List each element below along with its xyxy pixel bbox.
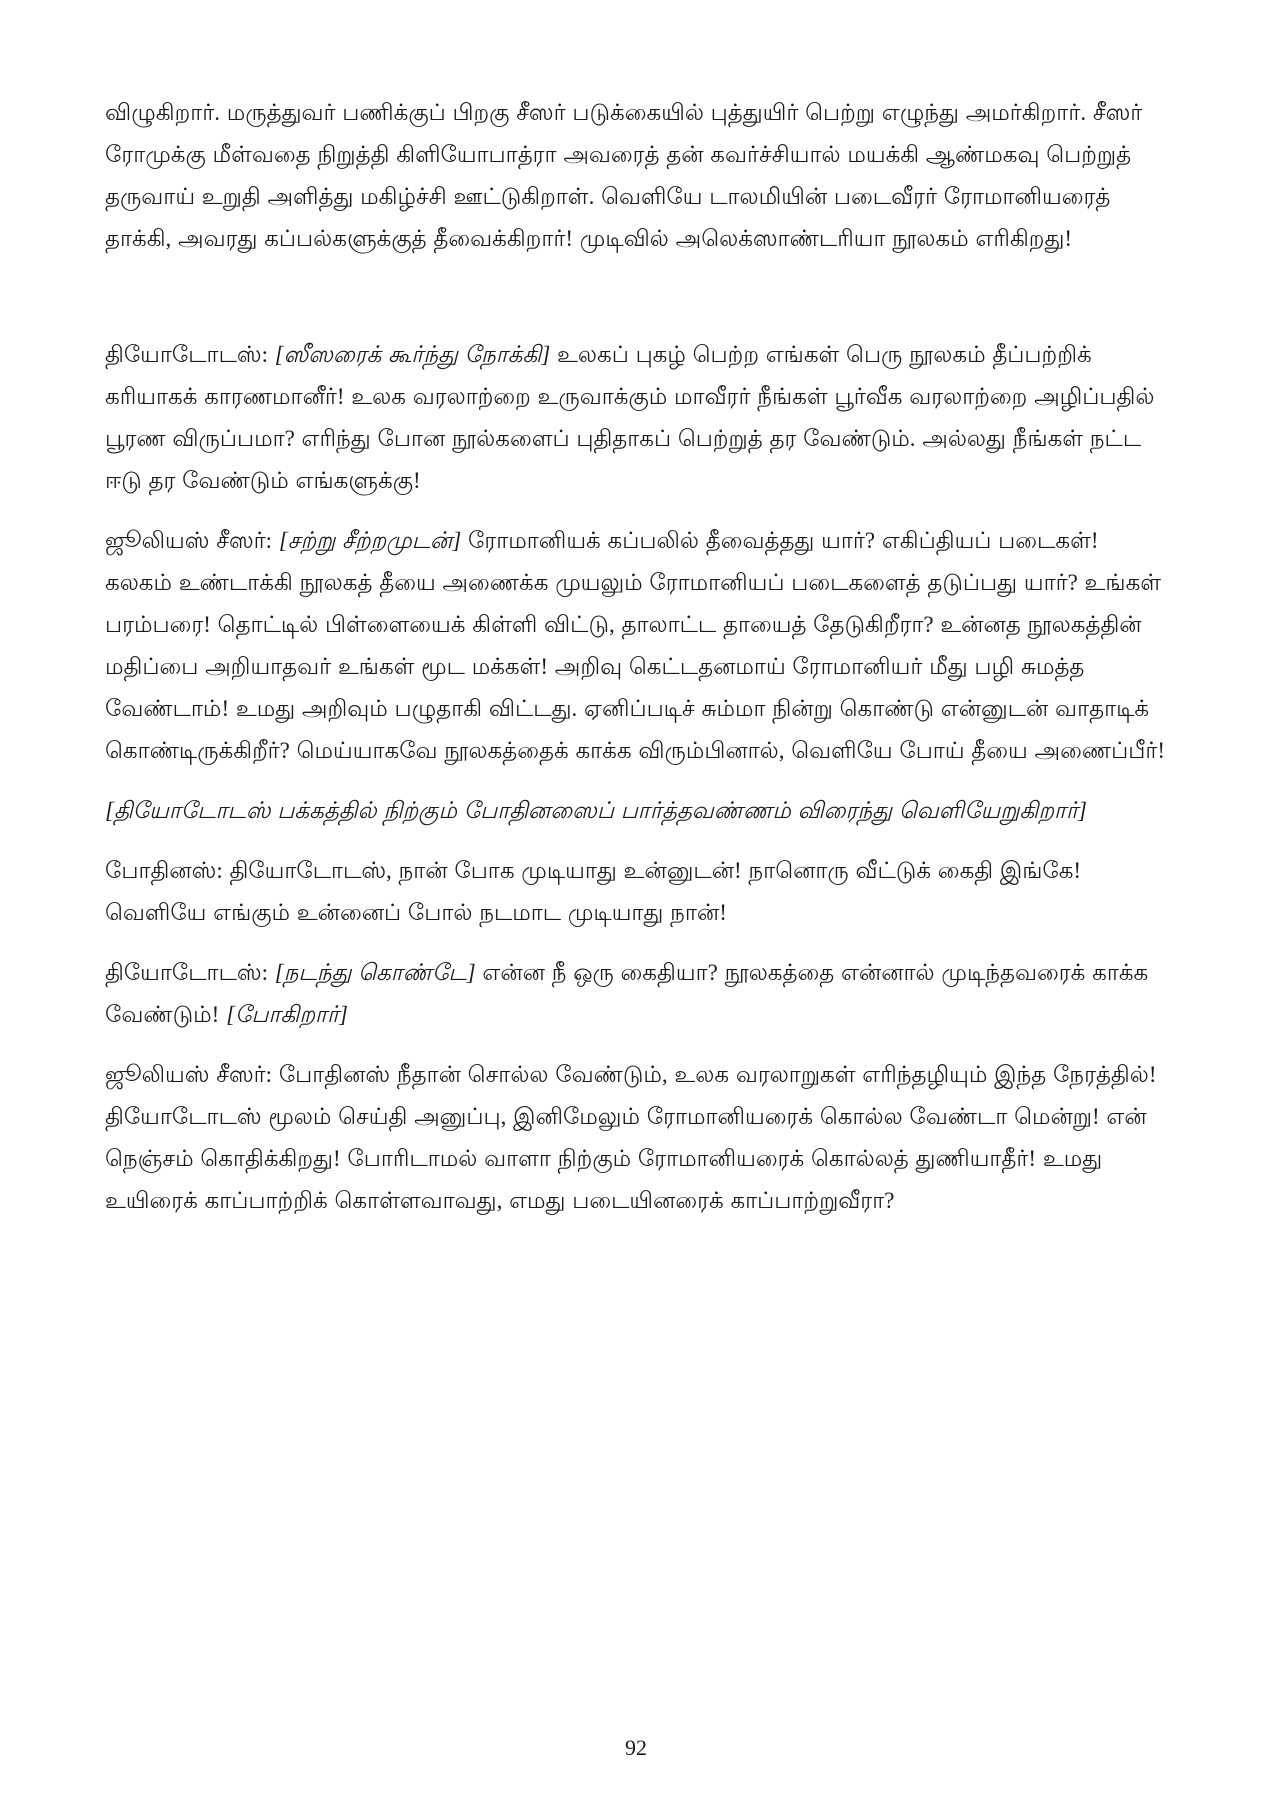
page-content [105,92,1172,1240]
stage-direction: [தியோடோடஸ் பக்கத்தில் நிற்கும் போதினஸைப் பார்த்தவண்ணம் விரைந்து வெளியேறுகிறார்] [105,798,1087,823]
dialogue-theodotus: தியோடோடஸ்: [ஸீஸரைக் கூர்ந்து நோக்கி] உலகப் புகழ் பெற்ற எங்கள் பெரு நூலகம் தீப்பற்றிக் கரியாகக் காரணமானீர்! உலக வரலாற்றை உருவாக்கும் மாவீரர் நீங்கள் பூர்வீக வரலாற்றை அழிப்பதில் பூரண விருப்பமா? எரிந்து போன நூல்களைப் புதிதாகப் பெற்றுத் தர வேண்டும். அல்லது நீங்கள் நட்ட ஈடு தர வேண்டும் எங்களுக்கு! [105,342,1155,493]
page-number: 92 [625,1735,647,1760]
dialogue-caesar-final: ஜூலியஸ் சீஸர்: போதினஸ் நீதான் சொல்ல வேண்டும், உலக வரலாறுகள் எரிந்தழியும் இந்த நேரத்தில்! தியோடோடஸ் மூலம் செய்தி அனுப்பு, இனிமேலும் ரோமானியரைக் கொல்ல வேண்டா மென்று! என் நெஞ்சம் கொதிக்கிறது! போரிடாமல் வாளா நிற்கும் ரோமானியரைக் கொல்லத் துணியாதீர்! உமது உயிரைக் காப்பாற்றிக் கொள்ளவாவது, எமது படையினரைக் காப்பாற்றுவீரா? [105,1062,1157,1213]
dialogue-caesar: ஜூலியஸ் சீஸர்: [சற்று சீற்றமுடன்] ரோமானியக் கப்பலில் தீவைத்தது யார்? எகிப்தியப் படைகள்! கலகம் உண்டாக்கி நூலகத் தீயை அணைக்க முயலும் ரோமானியப் படைகளைத் தடுப்பது யார்? உங்கள் பரம்பரை! தொட்டில் பிள்ளையைக் கிள்ளி விட்டு, தாலாட்ட தாயைத் தேடுகிறீரா? உன்னத நூலகத்தின் மதிப்பை அறியாதவர் உங்கள் மூட மக்கள்! அறிவு கெட்டதனமாய் ரோமானியர் மீது பழி சுமத்த வேண்டாம்! உமது அறிவும் பழுதாகி விட்டது. ஏனிப்படிச் சும்மா நின்று கொண்டு என்னுடன் வாதாடிக் கொண்டிருக்கிறீர்? மெய்யாகவே நூலகத்தைக் காக்க விரும்பினால், வெளியே போய் தீயை அணைப்பீர்! [105,528,1166,763]
narration-paragraph: விழுகிறார். மருத்துவர் பணிக்குப் பிறகு சீஸர் படுக்கையில் புத்துயிர் பெற்று எழுந்து அமர்கிறார். சீஸர் ரோமுக்கு மீள்வதை நிறுத்தி கிளியோபாத்ரா அவரைத் தன் கவர்ச்சியால் மயக்கி ஆண்மகவு பெற்றுத் தருவாய் உறுதி அளித்து மகிழ்ச்சி ஊட்டுகிறாள். வெளியே டாலமியின் படைவீரர் ரோமானியரைத் தாக்கி, அவரது கப்பல்களுக்குத் தீவைக்கிறார்! முடிவில் அலெக்ஸாண்டரியா நூலகம் எரிகிறது! [105,100,1143,251]
dialogue-theodotus-exit: தியோடோடஸ்: [நடந்து கொண்டே] என்ன நீ ஒரு கைதியா? நூலகத்தை என்னால் முடிந்தவரைக் காக்க வேண்டும்! [போகிறார்] [105,960,1149,1027]
dialogue-pothinus: போதினஸ்: தியோடோடஸ், நான் போக முடியாது உன்னுடன்! நானொரு வீட்டுக் கைதி இங்கே! வெளியே எங்கும் உன்னைப் போல் நடமாட முடியாது நான்! [105,858,1082,925]
